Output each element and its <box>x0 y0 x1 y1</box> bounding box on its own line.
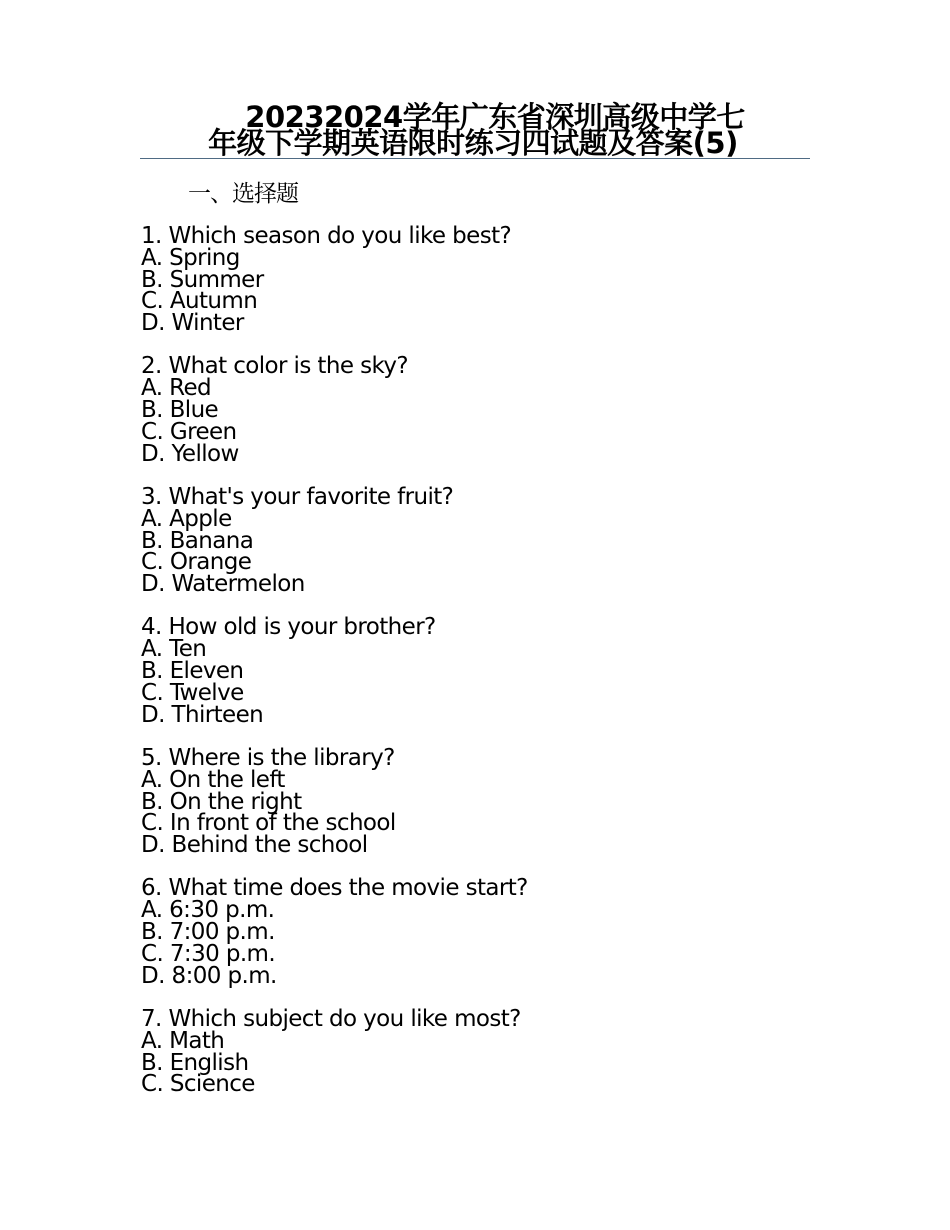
question-text: 3. What's your favorite fruit? <box>141 483 454 510</box>
title-line-2: 年级下学期英语限时练习四试题及答案(5) <box>208 126 738 160</box>
question-3 <box>141 483 821 598</box>
option-a: A. Apple <box>141 505 232 532</box>
option-d: D. Winter <box>141 310 244 337</box>
option-c: C. Green <box>141 418 237 445</box>
option-b: B. Eleven <box>141 658 244 685</box>
question-1 <box>141 223 821 337</box>
question-5 <box>141 744 821 859</box>
option-a: A. Ten <box>141 636 207 663</box>
option-c: C. Orange <box>141 549 252 576</box>
option-b: B. English <box>141 1049 249 1076</box>
option-c: C. Twelve <box>141 679 244 706</box>
question-text: 2. What color is the sky? <box>141 353 408 380</box>
option-d: D. Yellow <box>141 440 239 467</box>
question-text: 5. Where is the library? <box>141 744 395 771</box>
question-4 <box>141 614 821 728</box>
option-b: B. Summer <box>141 266 264 293</box>
option-a: A. 6:30 p.m. <box>141 897 275 924</box>
question-2 <box>141 353 821 467</box>
question-6 <box>141 875 821 989</box>
question-text: 1. Which season do you like best? <box>141 223 512 249</box>
option-a: A. Red <box>141 375 212 402</box>
document-title <box>140 100 810 160</box>
question-text: 4. How old is your brother? <box>141 614 436 641</box>
option-a: A. Spring <box>141 244 240 271</box>
option-b: B. Banana <box>141 527 254 554</box>
option-d: D. 8:00 p.m. <box>141 962 277 989</box>
question-7 <box>141 1005 821 1098</box>
option-b: B. Blue <box>141 397 219 424</box>
option-d: D. Watermelon <box>141 571 305 598</box>
option-c: C. Autumn <box>141 288 258 315</box>
title-line-1: 20232024学年广东省深圳高级中学七 <box>245 100 745 134</box>
question-list <box>141 223 821 1118</box>
question-text: 7. Which subject do you like most? <box>141 1005 521 1032</box>
option-b: B. On the right <box>141 788 302 815</box>
question-text: 6. What time does the movie start? <box>141 875 528 902</box>
option-a: A. On the left <box>141 766 285 793</box>
section-heading: 一、选择题 <box>188 181 298 207</box>
option-d: D. Thirteen <box>141 701 264 728</box>
option-b: B. 7:00 p.m. <box>141 919 275 946</box>
option-c: C. 7:30 p.m. <box>141 940 276 967</box>
option-c: C. Science <box>141 1071 255 1098</box>
option-a: A. Math <box>141 1027 225 1054</box>
option-d: D. Behind the school <box>141 832 368 859</box>
option-c: C. In front of the school <box>141 810 396 837</box>
